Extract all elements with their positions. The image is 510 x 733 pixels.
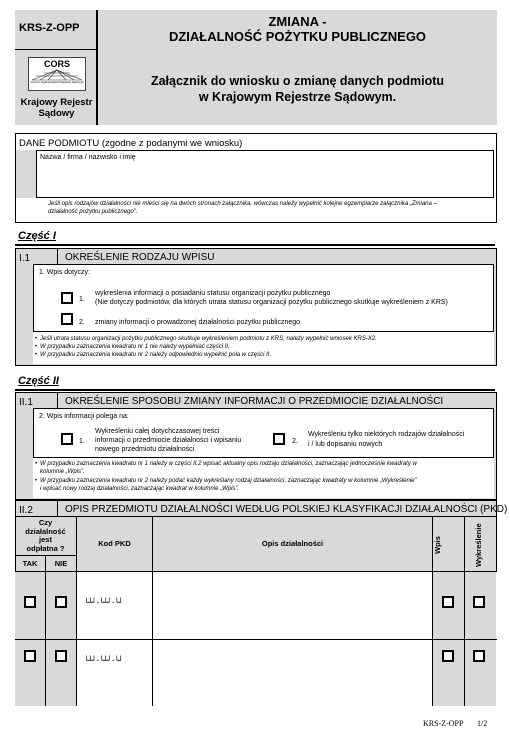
part2-option1-num: 1. [79,438,85,445]
row1-entry-checkbox[interactable] [442,596,454,608]
pkd-col-paid-2: działalność [25,526,66,536]
footer-code: KRS-Z-OPP [423,719,464,728]
row1-delete-checkbox[interactable] [473,596,485,608]
part1-note2: W przypadku zaznaczenia kwadratu nr 1 nie należy wypełniać części II. [40,344,230,350]
part2-note2-line1: W przypadku zaznaczenia kwadratu nr 2 należy podać każdy wykreślany rodzaj działalności, zaznaczając kwadraty w kolumnie „Wykreślenie” [40,478,417,484]
part1-note3: W przypadku zaznaczenia kwadratu nr 2 należy odpowiednio wypełnić pola w części II. [40,352,272,358]
part1-bullet3: • [35,352,38,358]
entity-note-line1: Jeśli opis rodzajów działalności nie mieści się na dwóch stronach załącznika, wówczas należy wypełnić kolejne egzemplarze załącznika „Zmiana – [48,201,437,207]
pkd-col-paid-3: jest [39,535,52,544]
row2-desc-cell[interactable] [153,640,433,706]
row2-paid-no-checkbox[interactable] [55,650,67,662]
pkd-col-desc: Opis działalności [153,516,433,571]
row2-delete-checkbox[interactable] [473,650,485,662]
part2-option1-line3: nowego przedmiotu działalności [95,446,195,453]
registry-line2: Sądowy [38,108,75,119]
part2-bullet2: • [35,478,38,484]
pkd-col-paid-4: odpłatna ? [26,543,65,553]
part1-option1-checkbox[interactable] [61,292,73,304]
part1-question-label: 1. Wpis dotyczy: [39,269,90,276]
part1-option2-checkbox[interactable] [61,313,73,325]
part1-bullet1: • [35,336,38,342]
part1-option1-line2: (Nie dotyczy podmiotów, dla których utrata statusu organizacji pożytku publicznego skutkuje wykreśleniem z KRS) [95,299,448,306]
part1-option1-num: 1. [79,296,85,303]
part2-num: II.1 [19,397,33,408]
part1-option2-num: 2. [79,319,85,326]
part1-divider [15,244,495,246]
part2-divider [15,389,495,391]
part1-note1: Jeśli utrata statusu organizacji pożytku publicznego skutkuje wykreśleniem podmiotu z KRS, należy wypełnić wniosek KRS-X2. [40,336,377,342]
part2-note1-line2: kolumnie „Wpis”. [40,469,85,475]
part2-title: Część II [18,375,59,387]
part2-option2-num: 2. [292,438,298,445]
pkd-heading: OPIS PRZEDMIOTU DZIAŁALNOŚCI WEDŁUG POLSKIEJ KLASYFIKACJI DZIAŁALNOŚCI (PKD) [65,504,508,515]
part2-option2-line2: i / lub dopisaniu nowych [308,441,383,448]
part2-note2-line2: i wpisać nowy rodzaj działalności, zaznaczając kwadrat w kolumnie „Wpis”. [40,486,240,492]
part2-option1-checkbox[interactable] [61,433,73,445]
row2-pkd-code-boxes[interactable]: └┴┘·└┴┘·└┘ [84,656,123,665]
row1-paid-yes-checkbox[interactable] [24,596,36,608]
part2-heading: OKREŚLENIE SPOSOBU ZMIANY INFORMACJI O PRZEDMIOCIE DZIAŁALNOŚCI [65,396,444,407]
logo-subtext: Centrum Ogólnopolskich Rejestrów Sądowych [30,81,84,84]
pkd-col-yes: TAK [15,556,46,571]
row2-paid-yes-checkbox[interactable] [24,650,36,662]
row1-paid-no-checkbox[interactable] [55,596,67,608]
part2-option2-line1: Wykreśleniu tylko niektórych rodzajów działalności [308,431,465,438]
part2-question-label: 2. Wpis informacji polega na: [39,413,129,420]
title-line1: ZMIANA - [268,14,327,29]
part2-option2-checkbox[interactable] [273,433,285,445]
logo-text: CORS [43,59,70,69]
part2-bullet1: • [35,461,38,467]
part2-note1-line1: W przypadku zaznaczenia kwadratu nr 1 należy w części II.2 wpisać aktualny opis rodzaju działalności, zaznaczając jednocześnie kwadraty w [40,461,417,467]
part2-option1-line2: informacji o przedmiocie działalności i wpisaniu [95,437,242,444]
subtitle-line1: Załącznik do wniosku o zmianę danych podmiotu [150,74,445,88]
part1-num: I.1 [19,253,31,264]
part1-heading: OKREŚLENIE RODZAJU WPISU [65,252,215,263]
subtitle-line2: w Krajowym Rejestrze Sądowym. [198,90,397,104]
pkd-col-no: NIE [46,556,77,571]
part1-option2-text: zmiany informacji o prowadzonej działalności pożytku publicznego [95,319,301,326]
part1-bullet2: • [35,344,38,350]
part1-option1-line1: wykreślenia informacji o posiadaniu statusu organizacji pożytku publicznego [95,290,331,297]
form-code: KRS-Z-OPP [19,22,80,34]
registry-line1: Krajowy Rejestr [20,97,93,108]
pkd-col-entry: Wpis [433,536,442,554]
entity-left-gutter [16,150,36,198]
part2-option1-line1: Wykreśleniu całej dotychczasowej treści [95,428,220,435]
pkd-col-code: Kod PKD [77,516,153,571]
cors-logo [28,57,86,91]
entity-name-label: Nazwa / firma / nazwisko i imię [40,154,136,161]
entity-heading: DANE PODMIOTU (zgodne z podanymi we wniosku) [19,138,243,149]
pkd-col-paid-1: Czy [38,518,53,527]
pkd-col-delete: Wykreślenie [474,523,483,567]
entity-note-line2: działalność pożytku publicznego”. [48,209,138,215]
logo-network-icon [30,69,84,81]
title-line2: DZIAŁALNOŚĆ POŻYTKU PUBLICZNEGO [168,29,427,44]
row2-code-cell[interactable] [77,640,153,706]
row1-desc-cell[interactable] [153,572,433,639]
part1-title: Część I [18,230,56,242]
row1-pkd-code-boxes[interactable]: └┴┘·└┴┘·└┘ [84,598,123,607]
pkd-num: II.2 [19,505,33,516]
pkd-col-paid [15,516,77,556]
footer-page: 1/2 [477,719,488,728]
row2-entry-checkbox[interactable] [442,650,454,662]
